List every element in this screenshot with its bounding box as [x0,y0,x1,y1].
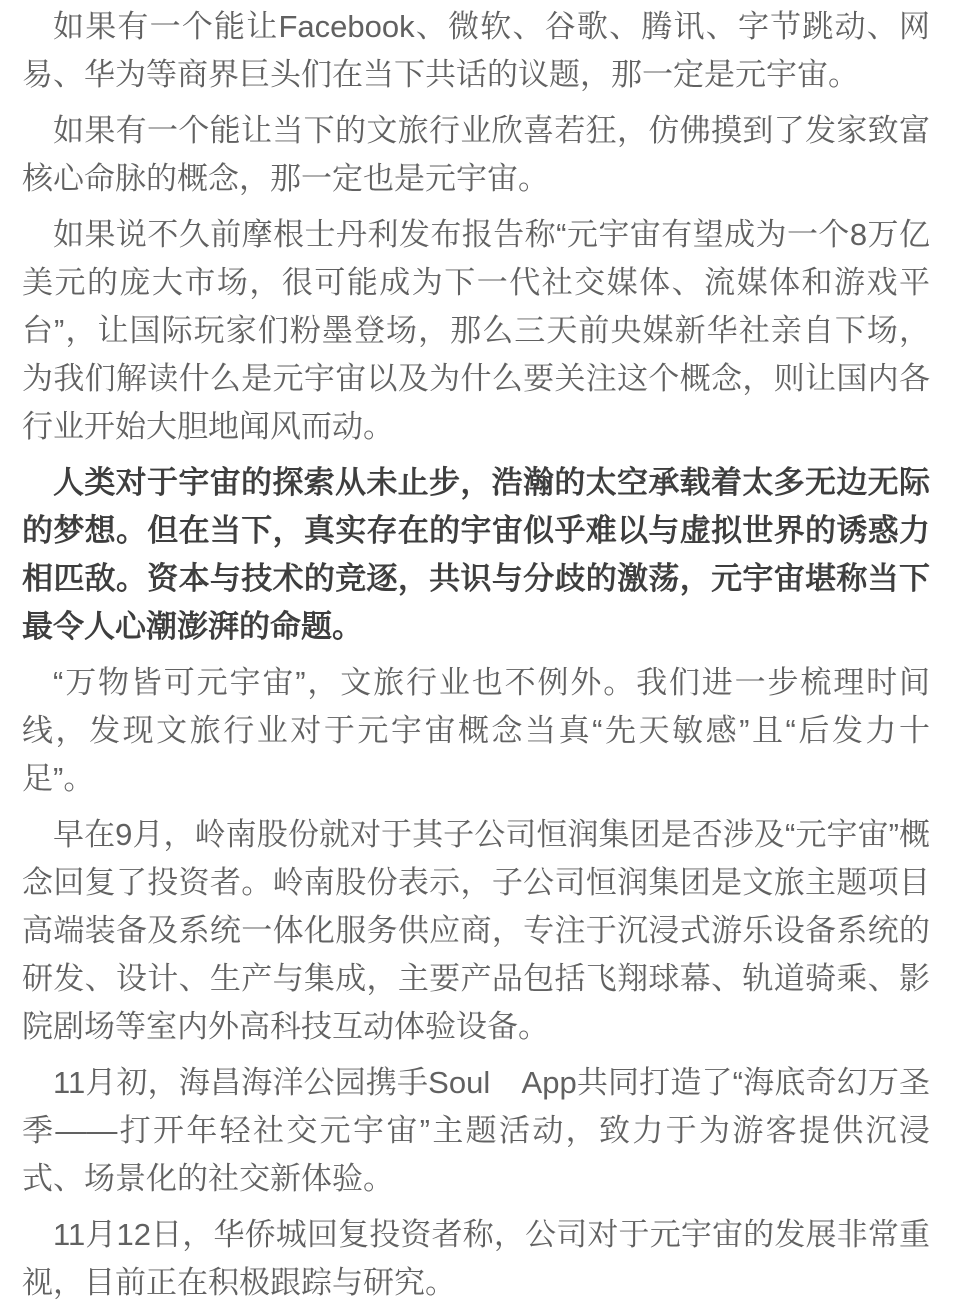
paragraph-intro-tourism: 如果有一个能让当下的文旅行业欣喜若狂，仿佛摸到了发家致富核心命脉的概念，那一定也是元宇宙。 [22,113,930,196]
paragraph-intro-giants: 如果有一个能让Facebook、微软、谷歌、腾讯、字节跳动、网易、华为等商界巨头们在当下共话的议题，那一定是元宇宙。 [22,9,930,92]
paragraph-lingnan-september: 早在9月，岭南股份就对于其子公司恒润集团是否涉及“元宇宙”概念回复了投资者。岭南股份表示，子公司恒润集团是文旅主题项目高端装备及系统一体化服务供应商，专注于沉浸式游乐设备系统的研发、设计、生产与集成，主要产品包括飞翔球幕、轨道骑乘、影院剧场等室内外高科技互动体验设备。 [22,817,930,1044]
paragraph-morgan-stanley-report: 如果说不久前摩根士丹利发布报告称“元宇宙有望成为一个8万亿美元的庞大市场，很可能成为下一代社交媒体、流媒体和游戏平台”，让国际玩家们粉墨登场，那么三天前央媒新华社亲自下场，为我们解读什么是元宇宙以及为什么要关注这个概念，则让国内各行业开始大胆地闻风而动。 [22,217,930,444]
paragraph-emphasis-universe: 人类对于宇宙的探索从未止步，浩瀚的太空承载着太多无边无际的梦想。但在当下，真实存在的宇宙似乎难以与虚拟世界的诱惑力相匹敌。资本与技术的竞逐，共识与分歧的激荡，元宇宙堪称当下最令人心潮澎湃的命题。 [22,465,930,644]
paragraph-everything-metaverse: “万物皆可元宇宙”，文旅行业也不例外。我们进一步梳理时间线，发现文旅行业对于元宇宙概念当真“先天敏感”且“后发力十足”。 [22,665,930,796]
paragraph-haichang-soul-app: 11月初，海昌海洋公园携手Soul App共同打造了“海底奇幻万圣季——打开年轻社交元宇宙”主题活动，致力于为游客提供沉浸式、场景化的社交新体验。 [22,1065,930,1196]
paragraph-oct-november12: 11月12日，华侨城回复投资者称，公司对于元宇宙的发展非常重视，目前正在积极跟踪与研究。 [22,1217,930,1300]
